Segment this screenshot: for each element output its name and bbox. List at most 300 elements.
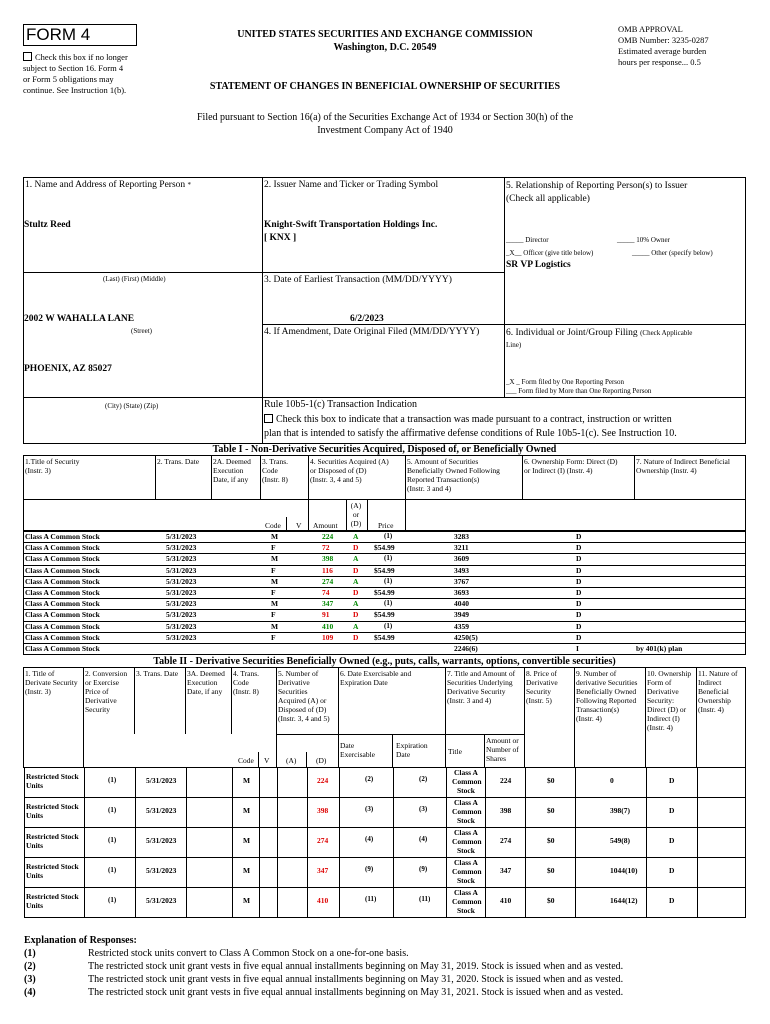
t1-date: 5/31/2023 [166, 576, 197, 586]
street-address: 2002 W WAHALLA LANE [24, 314, 135, 324]
t2-form: D [669, 896, 675, 905]
column-divider [339, 798, 340, 828]
t2-conv: (1) [108, 806, 117, 814]
column-divider [446, 768, 447, 798]
t2-exp: (11) [419, 895, 431, 903]
column-divider [485, 858, 486, 888]
t1-h4: 4. Securities Acquired (A) or Disposed of (D) (Instr. 3, 4 and 5) [310, 457, 389, 484]
t2-form: D [669, 776, 675, 785]
t2-u2: Common [452, 807, 482, 816]
column-divider [307, 828, 308, 858]
t1-code: F [271, 565, 276, 575]
t2-sub-title: Title [448, 747, 462, 756]
column-divider [277, 828, 278, 858]
t2-price: $0 [547, 896, 555, 905]
column-divider [186, 828, 187, 858]
t1-owned: 2246(6) [454, 644, 478, 653]
t2-date: 5/31/2023 [146, 806, 177, 815]
t1-title: Class A Common Stock [25, 565, 100, 575]
table2-title: Table II - Derivative Securities Beneficially Owned (e.g., puts, calls, warrants, options, convertible securities) [153, 656, 616, 667]
t2-u3: Stock [457, 786, 475, 795]
earliest-date: 6/2/2023 [350, 314, 384, 324]
t1-aord: A [353, 621, 359, 631]
t1-title: Class A Common Stock [25, 532, 100, 541]
footnote-text: Restricted stock units convert to Class A Common Stock on a one-for-one basis. [88, 948, 409, 959]
t1-price: (1) [384, 599, 393, 608]
omb-approval: OMB APPROVAL OMB Number: 3235-0287 Estimated average burden hours per response... 0.5 [618, 24, 709, 67]
t2-u1: Class A [454, 798, 478, 807]
t1-price: $54.99 [374, 565, 395, 575]
t2-u2: Common [452, 897, 482, 906]
t2-u1: Class A [454, 858, 478, 867]
filing-one: _X _ Form filed by One Reporting Person [506, 378, 625, 386]
t2-h9: 9. Number of derivative Securities Beneficially Owned Following Reported Transaction(s) (Instr. 4) [576, 669, 638, 723]
t2-sub-exp: Expiration Date [396, 741, 428, 759]
column-divider [186, 798, 187, 828]
t1-date: 5/31/2023 [166, 621, 197, 631]
column-divider [339, 888, 340, 918]
t1-code: F [271, 632, 276, 642]
t2-date: 5/31/2023 [146, 836, 177, 845]
t2-date: 5/31/2023 [146, 866, 177, 875]
t1-aord: A [353, 532, 359, 541]
t2-h5: 5. Number of Derivative Securities Acquired (A) or Disposed of (D) (Instr. 3, 4 and 5) [278, 669, 330, 723]
t1-form: D [576, 532, 582, 541]
t1-price: (1) [384, 532, 393, 540]
footnote-text: The restricted stock unit grant vests in five equal annual installments beginning on May 31, 2021. Stock is issued when and as vested. [88, 987, 624, 998]
t2-u2: Common [452, 777, 482, 786]
city-caption: (City) (State) (Zip) [105, 402, 159, 410]
column-divider [485, 798, 486, 828]
t1-title: Class A Common Stock [25, 610, 100, 620]
t2-title: Restricted Stock [26, 862, 79, 871]
director-option: _____ Director [506, 236, 549, 244]
t2-owned: 0 [610, 776, 614, 785]
t1-title: Class A Common Stock [25, 543, 100, 553]
column-divider [393, 858, 394, 888]
table2-row [24, 888, 746, 918]
t2-h2: 2. Conversion or Exercise Price of Derivative Security [85, 669, 128, 714]
t1-aord: D [353, 610, 359, 620]
t2-d: 398 [317, 806, 329, 815]
column-divider [232, 798, 233, 828]
t1-code: M [271, 576, 279, 586]
column-divider [307, 858, 308, 888]
column-divider [186, 888, 187, 918]
t2-exp: (9) [419, 865, 428, 873]
t1-h3: 3. Trans. Code (Instr. 8) [262, 457, 289, 484]
t2-d: 224 [317, 776, 329, 785]
t1-date: 5/31/2023 [166, 532, 197, 541]
column-divider [646, 828, 647, 858]
t1-owned: 3949 [454, 610, 469, 620]
t2-conv: (1) [108, 896, 117, 904]
t1-amount: 274 [322, 576, 334, 586]
t1-amount: 91 [322, 610, 330, 620]
table2-row [24, 828, 746, 858]
column-divider [646, 858, 647, 888]
t2-exer: (4) [365, 835, 374, 843]
issuer-ticker: [ KNX ] [264, 233, 297, 243]
filing-label: 6. Individual or Joint/Group Filing (Check Applicable Line) [506, 328, 693, 349]
t2-sub-amt: Amount or Number of Shares [486, 736, 519, 763]
column-divider [259, 828, 260, 858]
column-divider [84, 768, 85, 798]
street-caption: (Street) [131, 327, 152, 335]
t1-owned: 3493 [454, 565, 469, 575]
t1-date: 5/31/2023 [166, 610, 197, 620]
filing-more: ___ Form filed by More than One Reporting Person [506, 387, 652, 395]
t1-date: 5/31/2023 [166, 599, 197, 609]
t2-title2: Units [26, 841, 44, 850]
column-divider [84, 888, 85, 918]
t1-owned: 3693 [454, 588, 469, 597]
t1-sub-code: Code [265, 521, 281, 530]
rule-checkbox-text: Check this box to indicate that a transaction was made pursuant to a contract, instruction or written plan that is intended to satisfy the affirmative defense conditions of Rule 10b5-1(c). See Instruction 10. [264, 414, 677, 439]
t1-form: D [576, 565, 582, 575]
t1-price: $54.99 [374, 632, 395, 642]
column-divider [525, 768, 526, 798]
table2-row [24, 798, 746, 828]
t2-h6: 6. Date Exercisable and Expiration Date [340, 669, 412, 687]
t1-h6: 6. Ownership Form: Direct (D) or Indirect (I) (Instr. 4) [524, 457, 618, 475]
t2-title: Restricted Stock [26, 802, 79, 811]
t2-h1: 1. Title of Derivate Security (Instr. 3) [25, 669, 78, 696]
column-divider [277, 888, 278, 918]
t1-owned: 4250(5) [454, 632, 478, 642]
t1-date: 5/31/2023 [166, 632, 197, 642]
column-divider [646, 768, 647, 798]
t2-shares: 398 [500, 806, 512, 815]
t1-date: 5/31/2023 [166, 554, 197, 564]
t2-h8: 8. Price of Derivative Security (Instr. 5) [526, 669, 558, 705]
t1-form: D [576, 610, 582, 620]
section16-checkbox[interactable] [23, 52, 32, 61]
column-divider [186, 858, 187, 888]
t1-owned: 3609 [454, 554, 469, 564]
section16-checkbox-text: Check this box if no longer subject to Section 16. Form 4 or Form 5 obligations may continue. See Instruction 1(b). [23, 52, 128, 95]
t1-amount: 410 [322, 621, 334, 631]
t1-owned: 4359 [454, 621, 469, 631]
t1-form: D [576, 599, 582, 609]
t1-code: M [271, 621, 279, 631]
t1-aord: A [353, 554, 359, 564]
column-divider [525, 858, 526, 888]
column-divider [446, 798, 447, 828]
t2-owned: 549(8) [610, 836, 630, 845]
t1-price: (1) [384, 576, 393, 585]
reporting-person-name: Stultz Reed [24, 220, 71, 230]
t1-form: D [576, 543, 582, 553]
t2-exer: (11) [365, 895, 377, 903]
column-divider [697, 888, 698, 918]
t2-code: M [243, 806, 251, 815]
t2-exp: (4) [419, 835, 428, 843]
t1-form: I [576, 644, 579, 653]
footnote-number: (1) [24, 948, 36, 959]
name-caption: (Last) (First) (Middle) [103, 275, 166, 283]
column-divider [277, 768, 278, 798]
t1-price: $54.99 [374, 543, 395, 553]
statement-title: STATEMENT OF CHANGES IN BENEFICIAL OWNERSHIP OF SECURITIES [209, 81, 561, 92]
reporting-person-label: 1. Name and Address of Reporting Person * [25, 180, 192, 190]
t2-conv: (1) [108, 776, 117, 784]
column-divider [697, 798, 698, 828]
column-divider [232, 828, 233, 858]
t1-aord: D [353, 632, 359, 642]
issuer-name: Knight-Swift Transportation Holdings Inc. [264, 220, 438, 230]
column-divider [446, 828, 447, 858]
t2-d: 274 [317, 836, 329, 845]
other-option: _____ Other (specify below) [632, 249, 713, 257]
t1-title: Class A Common Stock [25, 554, 100, 564]
rule-checkbox[interactable] [264, 414, 273, 423]
t2-h3a: 3A. Deemed Execution Date, if any [187, 669, 225, 696]
officer-title: SR VP Logistics [506, 260, 571, 270]
column-divider [485, 888, 486, 918]
column-divider [393, 768, 394, 798]
t2-owned: 1644(12) [610, 896, 638, 905]
amendment-label: 4. If Amendment, Date Original Filed (MM/DD/YYYY) [264, 327, 480, 337]
t2-form: D [669, 866, 675, 875]
explanation-title: Explanation of Responses: [24, 935, 137, 946]
t2-d: 410 [317, 896, 329, 905]
t1-owned: 4040 [454, 599, 469, 609]
t1-form: D [576, 554, 582, 564]
t1-price: (1) [384, 621, 393, 630]
t1-aord: D [353, 543, 359, 553]
column-divider [277, 858, 278, 888]
t2-h3: 3. Trans. Date [136, 669, 179, 678]
t2-title: Restricted Stock [26, 892, 79, 901]
column-divider [393, 798, 394, 828]
t1-code: F [271, 610, 276, 620]
t2-u1: Class A [454, 888, 478, 897]
t2-sub-exer: Date Exercisable [340, 741, 375, 759]
footnote-number: (3) [24, 974, 36, 985]
column-divider [339, 828, 340, 858]
t1-price: (1) [384, 554, 393, 563]
t1-aord: D [353, 588, 359, 597]
column-divider [232, 858, 233, 888]
column-divider [339, 768, 340, 798]
t2-u1: Class A [454, 828, 478, 837]
t1-h2: 2. Trans. Date [157, 457, 200, 466]
footnote-text: The restricted stock unit grant vests in five equal annual installments beginning on May 31, 2020. Stock is issued when and as vested. [88, 974, 624, 985]
t1-amount: 116 [322, 565, 333, 575]
column-divider [135, 798, 136, 828]
column-divider [277, 798, 278, 828]
column-divider [525, 798, 526, 828]
t2-h7: 7. Title and Amount of Securities Underlying Derivative Security (Instr. 3 and 4) [447, 669, 516, 705]
t2-title: Restricted Stock [26, 772, 79, 781]
t1-title: Class A Common Stock [25, 588, 100, 597]
t1-form: D [576, 576, 582, 586]
t1-amount: 398 [322, 554, 334, 564]
column-divider [135, 768, 136, 798]
column-divider [84, 798, 85, 828]
t2-u3: Stock [457, 846, 475, 855]
column-divider [135, 828, 136, 858]
t1-aord: D [353, 565, 359, 575]
t1-date: 5/31/2023 [166, 565, 197, 575]
column-divider [446, 888, 447, 918]
t2-u3: Stock [457, 876, 475, 885]
column-divider [575, 798, 576, 828]
t2-shares: 410 [500, 896, 512, 905]
column-divider [575, 888, 576, 918]
column-divider [84, 828, 85, 858]
t1-h7: 7. Nature of Indirect Beneficial Ownership (Instr. 4) [636, 457, 730, 475]
t2-u2: Common [452, 867, 482, 876]
column-divider [339, 858, 340, 888]
t1-sub-price: Price [378, 521, 394, 530]
t1-sub-aord: (A) or (D) [350, 501, 362, 528]
column-divider [575, 828, 576, 858]
t2-code: M [243, 896, 251, 905]
t2-title2: Units [26, 901, 44, 910]
t1-form: D [576, 588, 582, 597]
t2-price: $0 [547, 836, 555, 845]
column-divider [697, 828, 698, 858]
column-divider [485, 768, 486, 798]
t2-title: Restricted Stock [26, 832, 79, 841]
officer-option: _X__ Officer (give title below) [506, 249, 594, 257]
t1-title: Class A Common Stock [25, 621, 100, 631]
t2-u2: Common [452, 837, 482, 846]
t1-amount: 74 [322, 588, 330, 597]
column-divider [259, 858, 260, 888]
agency-city: Washington, D.C. 20549 [333, 42, 437, 53]
table2-row [24, 858, 746, 888]
t2-owned: 1044(10) [610, 866, 638, 875]
t2-title2: Units [26, 781, 44, 790]
t1-code: M [271, 532, 279, 541]
t2-exp: (2) [419, 775, 428, 783]
t1-form: D [576, 632, 582, 642]
agency-name: UNITED STATES SECURITIES AND EXCHANGE COMMISSION [237, 29, 533, 40]
column-divider [646, 888, 647, 918]
column-divider [232, 768, 233, 798]
t1-aord: A [353, 576, 359, 586]
column-divider [232, 888, 233, 918]
t1-nature: by 401(k) plan [636, 644, 683, 653]
t2-date: 5/31/2023 [146, 776, 177, 785]
t2-price: $0 [547, 866, 555, 875]
t1-price: $54.99 [374, 610, 395, 620]
ten-pct-option: _____ 10% Owner [617, 236, 670, 244]
column-divider [575, 768, 576, 798]
t1-sub-v: V [296, 521, 302, 530]
t1-title: Class A Common Stock [25, 644, 100, 653]
t2-sub-a: (A) [286, 756, 297, 765]
t2-code: M [243, 776, 251, 785]
t2-shares: 274 [500, 836, 512, 845]
filed-pursuant: Filed pursuant to Section 16(a) of the Securities Exchange Act of 1934 or Section 30(h) of the Investment Company Act of 1940 [196, 112, 574, 136]
t1-code: M [271, 554, 279, 564]
t2-u1: Class A [454, 768, 478, 777]
t1-amount: 109 [322, 632, 334, 642]
t1-date: 5/31/2023 [166, 588, 197, 597]
t1-code: F [271, 543, 276, 553]
t2-conv: (1) [108, 836, 117, 844]
t2-u3: Stock [457, 906, 475, 915]
column-divider [135, 888, 136, 918]
city-state-zip: PHOENIX, AZ 85027 [24, 364, 112, 374]
t1-code: F [271, 588, 276, 597]
footnote-text: The restricted stock unit grant vests in five equal annual installments beginning on May 31, 2019. Stock is issued when and as vested. [88, 961, 624, 972]
t2-sub-d: (D) [316, 756, 327, 765]
t2-h11: 11. Nature of Indirect Beneficial Ownership (Instr. 4) [698, 669, 738, 714]
column-divider [393, 888, 394, 918]
t1-sub-amount: Amount [313, 521, 338, 530]
t1-owned: 3767 [454, 576, 469, 586]
t1-amount: 72 [322, 543, 330, 553]
form-title: FORM 4 [26, 25, 91, 44]
t2-exp: (3) [419, 805, 428, 813]
column-divider [525, 828, 526, 858]
t2-exer: (9) [365, 865, 374, 873]
t2-d: 347 [317, 866, 329, 875]
t2-owned: 398(7) [610, 806, 630, 815]
t2-exer: (2) [365, 775, 374, 783]
t2-price: $0 [547, 776, 555, 785]
table2-row [24, 768, 746, 798]
column-divider [446, 858, 447, 888]
t1-price: $54.99 [374, 588, 395, 597]
column-divider [186, 768, 187, 798]
t1-amount: 224 [322, 532, 334, 541]
earliest-date-label: 3. Date of Earliest Transaction (MM/DD/YYYY) [264, 275, 452, 285]
t2-conv: (1) [108, 866, 117, 874]
column-divider [259, 888, 260, 918]
t1-code: M [271, 599, 279, 609]
t1-owned: 3283 [454, 532, 469, 541]
column-divider [135, 858, 136, 888]
column-divider [697, 768, 698, 798]
t1-h1: 1.Title of Security (Instr. 3) [25, 457, 80, 475]
t2-title2: Units [26, 871, 44, 880]
t2-code: M [243, 836, 251, 845]
t2-form: D [669, 836, 675, 845]
t2-shares: 224 [500, 776, 512, 785]
column-divider [525, 888, 526, 918]
column-divider [259, 798, 260, 828]
column-divider [575, 858, 576, 888]
t2-date: 5/31/2023 [146, 896, 177, 905]
column-divider [646, 798, 647, 828]
t2-title2: Units [26, 811, 44, 820]
t2-price: $0 [547, 806, 555, 815]
t1-amount: 347 [322, 599, 334, 609]
column-divider [393, 828, 394, 858]
column-divider [84, 858, 85, 888]
footnote-number: (2) [24, 961, 36, 972]
column-divider [485, 828, 486, 858]
table1-body-box [23, 531, 746, 655]
rule-label: Rule 10b5-1(c) Transaction Indication [264, 399, 418, 410]
t2-form: D [669, 806, 675, 815]
t2-exer: (3) [365, 805, 374, 813]
t1-h5: 5. Amount of Securities Beneficially Owned Following Reported Transaction(s) (Instr. 3 and 4) [407, 457, 500, 493]
column-divider [307, 798, 308, 828]
t2-code: M [243, 866, 251, 875]
footnote-number: (4) [24, 987, 36, 998]
t1-title: Class A Common Stock [25, 599, 100, 609]
table1-title: Table I - Non-Derivative Securities Acquired, Disposed of, or Beneficially Owned [212, 444, 557, 455]
issuer-label: 2. Issuer Name and Ticker or Trading Symbol [264, 180, 439, 190]
t2-u3: Stock [457, 816, 475, 825]
